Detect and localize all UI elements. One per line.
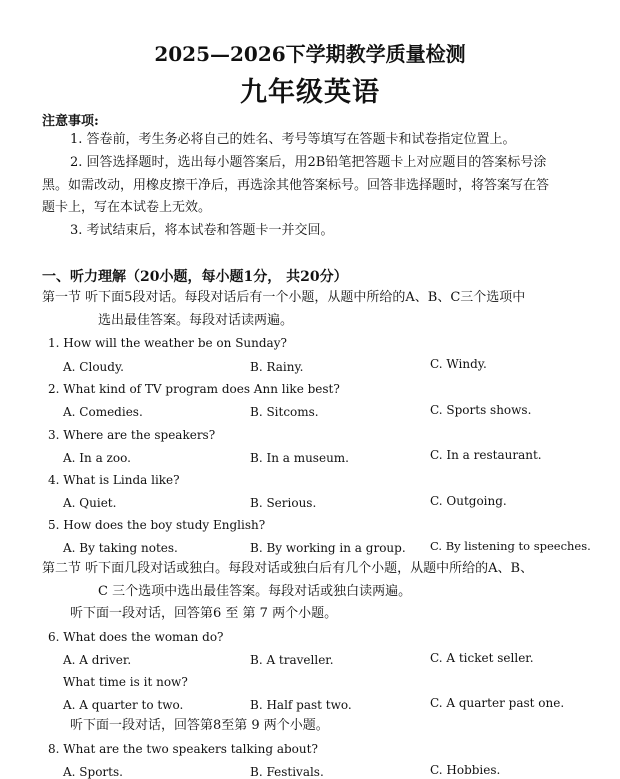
q3-option-c: C. In a restaurant. xyxy=(430,448,542,462)
q6-option-c: C. A ticket seller. xyxy=(430,651,534,665)
instruction-q8-9: 听下面一段对话，回答第8至第 9 两个小题。 xyxy=(70,718,329,733)
question-2: 2. What kind of TV program does Ann like best? xyxy=(48,382,340,396)
q8-option-c: C. Hobbies. xyxy=(430,763,501,777)
question-4: 4. What is Linda like? xyxy=(48,473,180,487)
q6-option-b: B. A traveller. xyxy=(250,653,334,667)
notice-item-1: 1. 答卷前，考生务必将自己的姓名、考号等填写在答题卡和试卷指定位置上。 xyxy=(70,132,516,147)
q8-option-a: A. Sports. xyxy=(63,765,123,779)
question-6: 6. What does the woman do? xyxy=(48,630,224,644)
section1-instruction-line-2: 选出最佳答案。每段对话读两遍。 xyxy=(98,313,294,328)
q2-option-c: C. Sports shows. xyxy=(430,403,532,417)
q5-option-c: C. By listening to speeches. xyxy=(430,539,591,553)
question-1: 1. How will the weather be on Sunday? xyxy=(48,336,287,350)
subject-title: 九年级英语 xyxy=(240,77,380,108)
q4-option-c: C. Outgoing. xyxy=(430,494,507,508)
q5-option-a: A. By taking notes. xyxy=(63,541,178,555)
q3-option-b: B. In a museum. xyxy=(250,451,349,465)
section2-instruction-line-1: 第二节 听下面几段对话或独白。每段对话或独白后有几个小题，从题中所给的A、B、 xyxy=(42,561,534,576)
instruction-q6-7: 听下面一段对话，回答第6 至 第 7 两个小题。 xyxy=(70,606,338,621)
q2-option-b: B. Sitcoms. xyxy=(250,405,319,419)
question-7: What time is it now? xyxy=(63,675,188,689)
notice-item-2-line-2: 黑。如需改动，用橡皮擦干净后，再选涂其他答案标号。回答非选择题时，将答案写在答 xyxy=(42,178,550,193)
section2-instruction-line-2: C 三个选项中选出最佳答案。每段对话或独白读两遍。 xyxy=(98,584,412,599)
q4-option-a: A. Quiet. xyxy=(63,496,117,510)
q1-option-b: B. Rainy. xyxy=(250,360,304,374)
q6-option-a: A. A driver. xyxy=(63,653,132,667)
q2-option-a: A. Comedies. xyxy=(63,405,143,419)
section1-instruction-line-1: 第一节 听下面5段对话。每段对话后有一个小题，从题中所给的A、B、C三个选项中 xyxy=(42,290,526,305)
question-5: 5. How does the boy study English? xyxy=(48,518,266,532)
question-8: 8. What are the two speakers talking about? xyxy=(48,742,318,756)
q7-option-a: A. A quarter to two. xyxy=(63,698,184,712)
q1-option-a: A. Cloudy. xyxy=(63,360,124,374)
question-3: 3. Where are the speakers? xyxy=(48,428,216,442)
q7-option-b: B. Half past two. xyxy=(250,698,352,712)
q7-option-c: C. A quarter past one. xyxy=(430,696,565,710)
q1-option-c: C. Windy. xyxy=(430,357,487,371)
notice-item-2-line-3: 题卡上，写在本试卷上无效。 xyxy=(42,200,212,215)
q5-option-b: B. By working in a group. xyxy=(250,541,406,555)
notice-heading: 注意事项: xyxy=(42,114,99,129)
exam-title: 2025—2026下学期教学质量检测 xyxy=(154,42,466,66)
q4-option-b: B. Serious. xyxy=(250,496,317,510)
part1-heading: 一、听力理解（20小题，每小题1分， 共20分） xyxy=(42,269,348,285)
q8-option-b: B. Festivals. xyxy=(250,765,324,779)
notice-item-3: 3. 考试结束后，将本试卷和答题卡一并交回。 xyxy=(70,223,334,238)
q3-option-a: A. In a zoo. xyxy=(63,451,131,465)
notice-item-2-line-1: 2. 回答选择题时，选出每小题答案后，用2B铅笔把答题卡上对应题目的答案标号涂 xyxy=(70,155,547,170)
